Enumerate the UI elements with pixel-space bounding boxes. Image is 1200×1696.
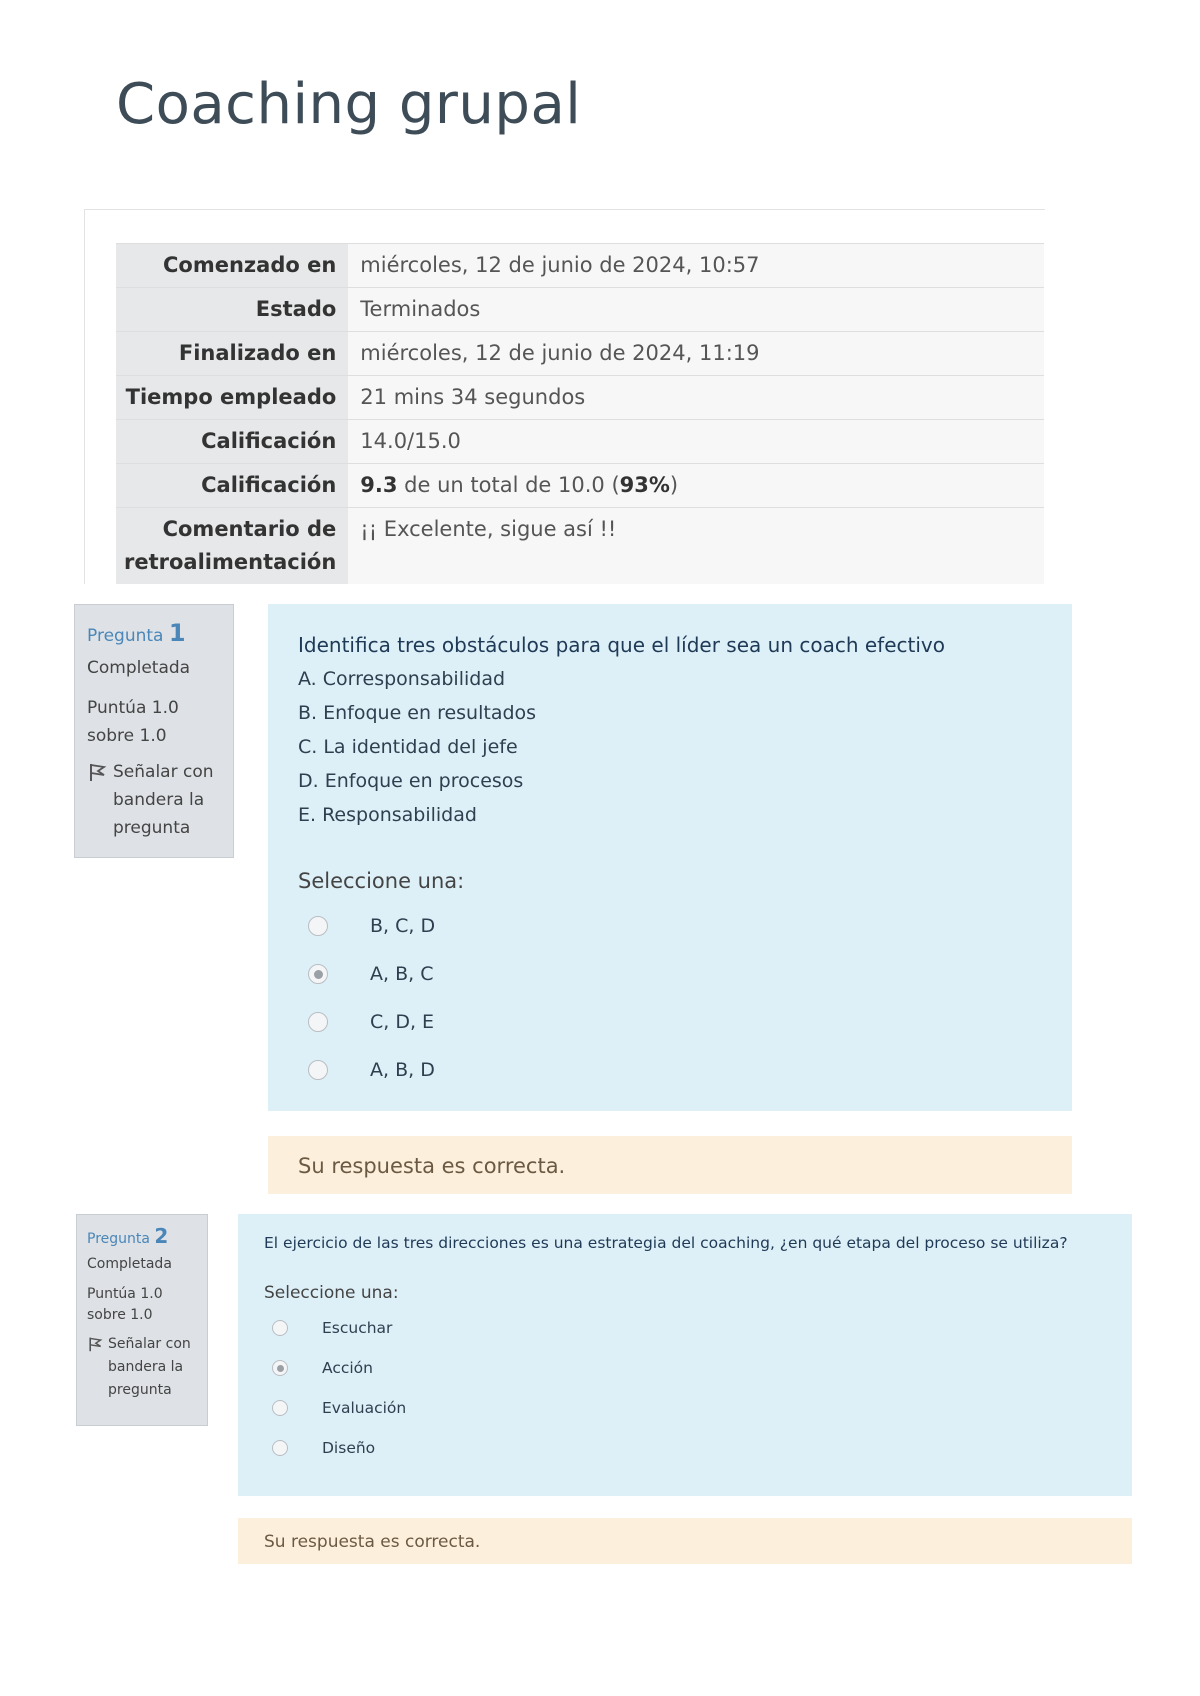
flag-label[interactable]: Señalar con bandera la pregunta (113, 762, 214, 838)
answer-options (264, 1308, 1106, 1468)
flag-question-link[interactable] (87, 1336, 197, 1402)
answer-radio[interactable] (272, 1360, 288, 1376)
option-line: D. Enfoque en procesos (298, 770, 524, 792)
answer-radio[interactable] (272, 1440, 288, 1456)
answer-label[interactable]: Escuchar (322, 1319, 393, 1337)
summary-label: Comentario de retroalimentación (116, 508, 348, 585)
question-2-info (76, 1214, 208, 1426)
answer-radio[interactable] (308, 964, 328, 984)
grade-end: ) (669, 473, 679, 497)
summary-label: Comenzado en (116, 244, 348, 288)
select-prompt: Seleccione una: (298, 869, 465, 893)
question-grade: Puntúa 1.0 sobre 1.0 (87, 1286, 163, 1323)
summary-label: Calificación (116, 464, 348, 508)
option-line: B. Enfoque en resultados (298, 702, 537, 724)
feedback-text: Su respuesta es correcta. (298, 1154, 566, 1178)
answer-option[interactable] (298, 1046, 1042, 1094)
summary-row-state (116, 288, 1044, 332)
option-line: E. Responsabilidad (298, 804, 477, 826)
summary-row-time-taken (116, 376, 1044, 420)
question-number: Pregunta 2 (87, 1224, 169, 1248)
question-grade: Puntúa 1.0 sobre 1.0 (87, 698, 179, 746)
answer-label[interactable]: Evaluación (322, 1399, 407, 1417)
feedback-text: Su respuesta es correcta. (264, 1532, 481, 1552)
answer-radio[interactable] (272, 1320, 288, 1336)
summary-value (348, 464, 1044, 508)
flag-question-link[interactable] (87, 762, 221, 842)
answer-label[interactable]: Diseño (322, 1439, 376, 1457)
question-1-content (268, 604, 1072, 1111)
question-number: Pregunta 1 (87, 619, 186, 647)
answer-option[interactable] (264, 1428, 1106, 1468)
summary-label: Estado (116, 288, 348, 332)
question-text: El ejercicio de las tres direcciones es una estrategia del coaching, ¿en qué etapa del proceso se utiliza? (264, 1234, 1068, 1252)
question-state: Completada (87, 1256, 172, 1272)
option-line: A. Corresponsabilidad (298, 668, 506, 690)
summary-value: miércoles, 12 de junio de 2024, 10:57 (348, 244, 1044, 288)
summary-value: miércoles, 12 de junio de 2024, 11:19 (348, 332, 1044, 376)
option-list (298, 662, 1042, 832)
answer-option[interactable] (298, 950, 1042, 998)
flag-icon (87, 1336, 103, 1360)
summary-row-feedback (116, 508, 1044, 585)
answer-radio[interactable] (308, 1012, 328, 1032)
question-text: Identifica tres obstáculos para que el líder sea un coach efectivo (298, 633, 945, 657)
option-line: C. La identidad del jefe (298, 736, 518, 758)
grade-percent: 93% (619, 473, 670, 497)
answer-label[interactable]: C, D, E (370, 1011, 435, 1033)
page-title: Coaching grupal (116, 72, 582, 137)
answer-radio[interactable] (308, 916, 328, 936)
question-state: Completada (87, 658, 191, 678)
question-1-feedback (268, 1136, 1072, 1194)
attempt-summary-table (116, 243, 1044, 584)
summary-value: 14.0/15.0 (348, 420, 1044, 464)
summary-row-grade (116, 464, 1044, 508)
question-2-feedback (238, 1518, 1132, 1564)
summary-value: ¡¡ Excelente, sigue así !! (348, 508, 1044, 585)
summary-row-finished (116, 332, 1044, 376)
select-prompt: Seleccione una: (264, 1283, 399, 1303)
question-1-info (74, 604, 234, 858)
grade-middle: de un total de 10.0 ( (397, 473, 620, 497)
summary-row-started (116, 244, 1044, 288)
answer-label[interactable]: Acción (322, 1359, 373, 1377)
answer-label[interactable]: A, B, C (370, 963, 434, 985)
summary-label: Tiempo empleado (116, 376, 348, 420)
answer-options (298, 902, 1042, 1094)
answer-option[interactable] (264, 1348, 1106, 1388)
answer-label[interactable]: A, B, D (370, 1059, 435, 1081)
answer-radio[interactable] (272, 1400, 288, 1416)
answer-option[interactable] (264, 1308, 1106, 1348)
summary-label: Finalizado en (116, 332, 348, 376)
answer-option[interactable] (298, 998, 1042, 1046)
answer-label[interactable]: B, C, D (370, 915, 436, 937)
answer-option[interactable] (264, 1388, 1106, 1428)
summary-value: 21 mins 34 segundos (348, 376, 1044, 420)
summary-value: Terminados (348, 288, 1044, 332)
summary-row-marks (116, 420, 1044, 464)
grade-value: 9.3 (360, 473, 398, 497)
answer-radio[interactable] (308, 1060, 328, 1080)
flag-icon (87, 762, 107, 791)
summary-label: Calificación (116, 420, 348, 464)
answer-option[interactable] (298, 902, 1042, 950)
flag-label[interactable]: Señalar con bandera la pregunta (108, 1336, 191, 1398)
question-2-content (238, 1214, 1132, 1496)
